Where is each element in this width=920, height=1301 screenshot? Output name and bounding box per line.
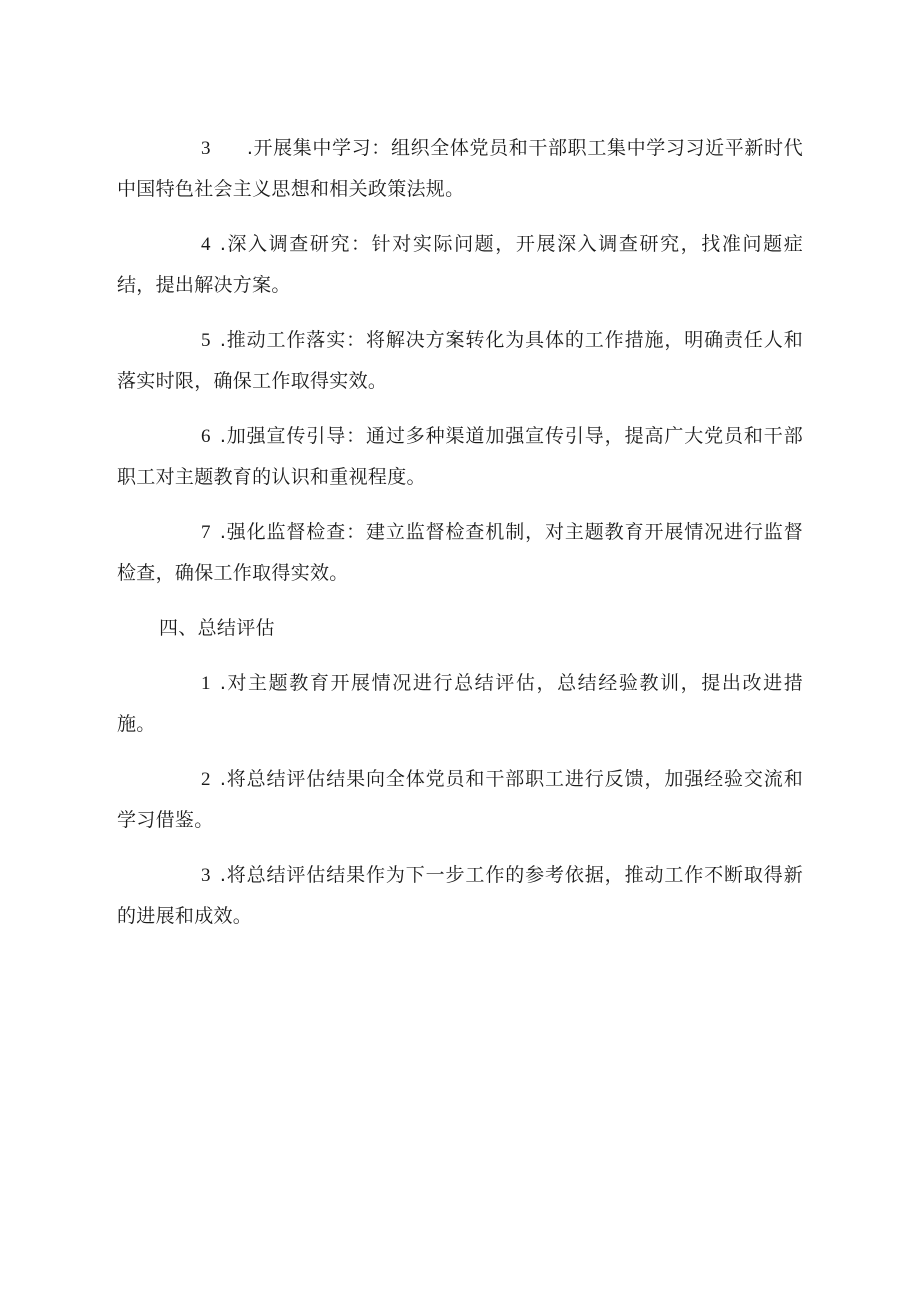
item-text: .将总结评估结果向全体党员和干部职工进行反馈，加强经验交流和学习借鉴。	[117, 768, 803, 831]
item-number: 1	[201, 673, 211, 694]
list-item	[117, 128, 803, 209]
item-number: 6	[201, 426, 211, 447]
summary-item	[117, 663, 803, 744]
summary-item	[117, 759, 803, 840]
summary-item	[117, 855, 803, 936]
item-number: 4	[201, 234, 211, 255]
item-number: 3	[201, 865, 211, 886]
item-text: .推动工作落实：将解决方案转化为具体的工作措施，明确责任人和落实时限，确保工作取得实效。	[117, 329, 803, 392]
item-text: .加强宣传引导：通过多种渠道加强宣传引导，提高广大党员和干部职工对主题教育的认识和重视程度。	[117, 425, 803, 488]
item-number: 5	[201, 330, 211, 351]
item-number: 3	[201, 138, 211, 159]
item-text: .将总结评估结果作为下一步工作的参考依据，推动工作不断取得新的进展和成效。	[117, 864, 803, 927]
item-number: 2	[201, 769, 211, 790]
list-item	[117, 320, 803, 401]
item-text: .对主题教育开展情况进行总结评估，总结经验教训，提出改进措施。	[117, 672, 803, 735]
list-item	[117, 512, 803, 593]
item-number: 7	[201, 522, 211, 543]
section-heading: 四、总结评估	[159, 617, 275, 639]
item-text: .强化监督检查：建立监督检查机制，对主题教育开展情况进行监督检查，确保工作取得实效。	[117, 521, 803, 584]
list-item	[117, 224, 803, 305]
item-text: .开展集中学习：组织全体党员和干部职工集中学习习近平新时代中国特色社会主义思想和相关政策法规。	[117, 137, 803, 200]
item-text: .深入调查研究：针对实际问题，开展深入调查研究，找准问题症结，提出解决方案。	[117, 233, 803, 296]
list-item	[117, 416, 803, 497]
document-body	[117, 128, 803, 951]
